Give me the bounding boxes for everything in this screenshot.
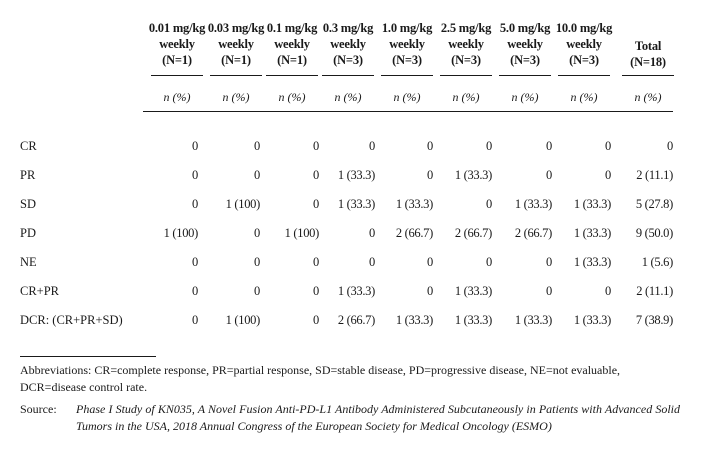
table-cell: 2 (66.7) — [395, 226, 433, 240]
table-cell: 1 (33.3) — [514, 197, 552, 211]
column-header — [493, 20, 557, 68]
table-cell: 0 — [546, 284, 552, 298]
table-cell: 1 (33.3) — [337, 197, 375, 211]
table-cell: 1 (33.3) — [454, 284, 492, 298]
table-cell: 7 (38.9) — [635, 313, 673, 327]
table-cell: 1 (33.3) — [573, 197, 611, 211]
column-unit-label: n (%) — [452, 90, 480, 104]
column-unit-label: n (%) — [278, 90, 306, 104]
column-header — [552, 20, 616, 68]
table-row — [0, 168, 724, 188]
table-cell: 1 (33.3) — [337, 284, 375, 298]
row-label: PR — [20, 168, 36, 182]
column-header-dose: 0.1 mg/kg — [266, 21, 318, 35]
table-cell: 0 — [427, 168, 433, 182]
table-cell: 0 — [192, 313, 198, 327]
table-cell: 0 — [192, 139, 198, 153]
column-header-underline — [322, 75, 374, 76]
table-cell: 0 — [254, 168, 260, 182]
column-header-underline — [266, 75, 318, 76]
column-header-underline — [210, 75, 262, 76]
table-cell: 1 (33.3) — [514, 313, 552, 327]
abbreviations-note: Abbreviations: CR=complete response, PR=partial response, SD=stable disease, PD=progressive disease, NE=not evaluable, DCR=disease control rate. — [20, 363, 621, 394]
table-cell: 1 (33.3) — [395, 313, 433, 327]
row-label: CR — [20, 139, 37, 153]
table-cell: 1 (100) — [163, 226, 198, 240]
column-unit-label: n (%) — [570, 90, 598, 104]
table-cell: 0 — [192, 255, 198, 269]
table-cell: 2 (66.7) — [454, 226, 492, 240]
table-row — [0, 226, 724, 246]
column-header-n: (N=3) — [392, 53, 422, 67]
column-header-dose: 10.0 mg/kg — [555, 21, 613, 35]
table-cell: 1 (33.3) — [454, 313, 492, 327]
column-header — [616, 38, 680, 70]
column-header — [260, 20, 324, 68]
table-cell: 0 — [254, 139, 260, 153]
table-cell: 0 — [369, 255, 375, 269]
table-cell: 0 — [369, 226, 375, 240]
table-row — [0, 284, 724, 304]
column-header-freq: weekly — [507, 37, 543, 51]
table-cell: 0 — [313, 313, 319, 327]
table-cell: 2 (11.1) — [636, 284, 673, 298]
table-cell: 0 — [546, 139, 552, 153]
column-header-dose: 5.0 mg/kg — [499, 21, 551, 35]
table-cell: 1 (33.3) — [454, 168, 492, 182]
table-cell: 1 (33.3) — [573, 255, 611, 269]
table-cell: 0 — [427, 139, 433, 153]
column-header-underline — [381, 75, 433, 76]
table-cell: 0 — [254, 255, 260, 269]
column-unit-label: n (%) — [511, 90, 539, 104]
column-unit-label: n (%) — [163, 90, 191, 104]
column-header-dose: 0.03 mg/kg — [207, 21, 265, 35]
table-cell: 0 — [192, 168, 198, 182]
column-header-freq: weekly — [566, 37, 602, 51]
column-header-freq: weekly — [448, 37, 484, 51]
row-label: PD — [20, 226, 36, 240]
table-cell: 1 (33.3) — [395, 197, 433, 211]
column-header — [145, 20, 209, 68]
column-header-dose: Total — [634, 39, 662, 53]
table-row — [0, 139, 724, 159]
column-header-freq: weekly — [159, 37, 195, 51]
column-header-dose: 2.5 mg/kg — [440, 21, 492, 35]
column-header-underline — [151, 75, 203, 76]
column-header-freq: weekly — [330, 37, 366, 51]
column-header-freq: weekly — [274, 37, 310, 51]
column-header-underline — [622, 75, 674, 76]
column-unit-label: n (%) — [334, 90, 362, 104]
column-header-n: (N=3) — [569, 53, 599, 67]
table-cell: 2 (66.7) — [337, 313, 375, 327]
column-unit-label: n (%) — [393, 90, 421, 104]
column-header-freq: weekly — [389, 37, 425, 51]
table-cell: 0 — [427, 255, 433, 269]
column-unit-label: n (%) — [222, 90, 250, 104]
table-cell: 0 — [313, 255, 319, 269]
table-cell: 1 (100) — [225, 313, 260, 327]
table-cell: 2 (66.7) — [514, 226, 552, 240]
table-cell: 0 — [254, 284, 260, 298]
table-cell: 0 — [313, 139, 319, 153]
row-label: NE — [20, 255, 37, 269]
table-cell: 1 (33.3) — [573, 313, 611, 327]
column-header — [316, 20, 380, 68]
column-header — [204, 20, 268, 68]
table-cell: 0 — [369, 139, 375, 153]
table-row — [0, 313, 724, 333]
table-cell: 2 (11.1) — [636, 168, 673, 182]
column-header — [375, 20, 439, 68]
table-cell: 0 — [427, 284, 433, 298]
column-header-underline — [440, 75, 492, 76]
table-cell: 0 — [254, 226, 260, 240]
column-header-dose: 0.01 mg/kg — [148, 21, 206, 35]
table-cell: 0 — [546, 255, 552, 269]
column-header-n: (N=1) — [277, 53, 307, 67]
source-label: Source: — [20, 402, 57, 416]
table-cell: 0 — [192, 197, 198, 211]
table-cell: 1 (33.3) — [337, 168, 375, 182]
column-header-n: (N=1) — [162, 53, 192, 67]
table-cell: 1 (33.3) — [573, 226, 611, 240]
row-label: CR+PR — [20, 284, 60, 298]
table-row — [0, 197, 724, 217]
column-header-n: (N=3) — [333, 53, 363, 67]
table-row — [0, 255, 724, 275]
table-cell: 0 — [313, 197, 319, 211]
table-cell: 0 — [313, 284, 319, 298]
table-cell: 0 — [313, 168, 319, 182]
column-header-dose: 0.3 mg/kg — [322, 21, 374, 35]
table-cell: 0 — [486, 255, 492, 269]
column-header-underline — [558, 75, 610, 76]
column-header — [434, 20, 498, 68]
source-citation: Phase I Study of KN035, A Novel Fusion Anti-PD-L1 Antibody Administered Subcutaneously in Patients with Advanced Solid Tumors in the USA, 2018 Annual Congress of the European Society for Medical Oncology (ESMO) — [76, 402, 680, 433]
column-header-n: (N=3) — [510, 53, 540, 67]
table-cell: 0 — [192, 284, 198, 298]
column-header-freq: (N=18) — [630, 55, 666, 69]
row-label: SD — [20, 197, 36, 211]
table-cell: 0 — [605, 139, 611, 153]
table-cell: 1 (100) — [284, 226, 319, 240]
table-cell: 5 (27.8) — [635, 197, 673, 211]
table-cell: 0 — [605, 284, 611, 298]
footnote-divider — [20, 356, 156, 357]
column-header-dose: 1.0 mg/kg — [381, 21, 433, 35]
column-unit-label: n (%) — [634, 90, 662, 104]
table-cell: 1 (100) — [225, 197, 260, 211]
row-label: DCR: (CR+PR+SD) — [20, 313, 123, 327]
column-header-freq: weekly — [218, 37, 254, 51]
column-header-n: (N=3) — [451, 53, 481, 67]
header-rule — [143, 111, 673, 112]
table-cell: 1 (5.6) — [641, 255, 673, 269]
table-cell: 9 (50.0) — [635, 226, 673, 240]
table-cell: 0 — [546, 168, 552, 182]
table-cell: 0 — [605, 168, 611, 182]
column-header-underline — [499, 75, 551, 76]
table-cell: 0 — [486, 197, 492, 211]
table-cell: 0 — [486, 139, 492, 153]
table-cell: 0 — [667, 139, 673, 153]
column-header-n: (N=1) — [221, 53, 251, 67]
